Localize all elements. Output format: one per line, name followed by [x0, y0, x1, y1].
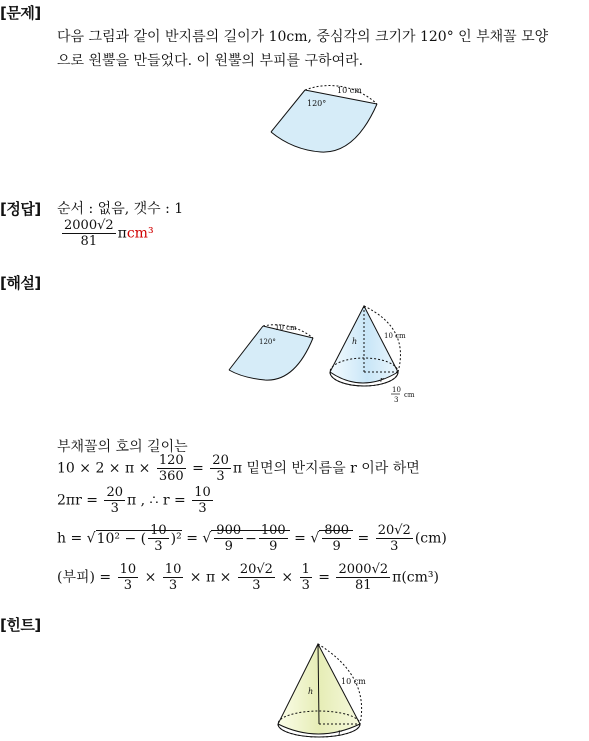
- solution-cone-figure: [322, 300, 422, 406]
- solution-header: [해설]: [0, 274, 41, 292]
- answer-den: 81: [80, 234, 98, 249]
- answer-unit: cm³: [126, 225, 154, 242]
- solution-line1: 10 × 2 × π × $\frac{120}{360}$ = $\frac{20}{3}$ π 밑면의 반지름을 r 이라 하면: [57, 453, 420, 484]
- hint-header: [힌트]: [0, 616, 41, 634]
- solution-line2: 2πr = $\frac{20}{3}$ π , ∴ r = $\frac{10}{3}$: [57, 485, 211, 516]
- solution-line3: h = √10² − ( $\frac{10}{3}$ )² = √ $\frac{900}{9}$ − $\frac{100}{9}$ = √ $\frac{800}{9}$ = $\frac{20√2}{3}$ (cm): [57, 523, 447, 554]
- answer-line: 순서 : 없음, 갯수 : 1: [57, 201, 184, 217]
- answer-num: 2000√2: [64, 218, 114, 233]
- svg-text:cm: cm: [404, 391, 415, 399]
- svg-text:10 cm: 10 cm: [384, 332, 406, 340]
- solution-line4: (부피) = $\frac{10}{3}$ × $\frac{10}{3}$ × π × $\frac{20√2}{3}$ × $\frac{1}{3}$ = $\frac{2000√2}{81}$ π(cm³): [57, 562, 439, 593]
- svg-text:120°: 120°: [259, 338, 276, 346]
- svg-text:r: r: [338, 728, 342, 737]
- problem-text-line1: 다음 그림과 같이 반지름의 길이가 10cm, 중심각의 크기가 120° 인 부채꼴 모양: [57, 29, 549, 45]
- answer-pi: π: [117, 225, 127, 242]
- answer-header: [정답]: [0, 200, 41, 218]
- solution-intro: 부채꼴의 호의 길이는: [57, 439, 188, 455]
- svg-text:h: h: [352, 337, 358, 346]
- svg-text:10 cm: 10 cm: [341, 677, 366, 686]
- svg-text:3: 3: [394, 396, 399, 404]
- problem-text-line2: 으로 원뿔을 만들었다. 이 원뿔의 부피를 구하여라.: [57, 53, 364, 69]
- svg-text:10 cm: 10 cm: [275, 324, 297, 332]
- svg-text:r: r: [380, 376, 384, 384]
- sector-radius-label: 10 cm: [337, 86, 362, 95]
- answer-formula: [60, 218, 154, 249]
- svg-text:h: h: [308, 687, 314, 696]
- solution-sector-figure: [225, 312, 325, 382]
- svg-text:10: 10: [392, 386, 401, 394]
- problem-header: [문제]: [0, 4, 41, 22]
- sector-angle-label: 120°: [307, 99, 327, 108]
- sector-figure: [265, 82, 385, 156]
- hint-cone-figure: [272, 640, 372, 741]
